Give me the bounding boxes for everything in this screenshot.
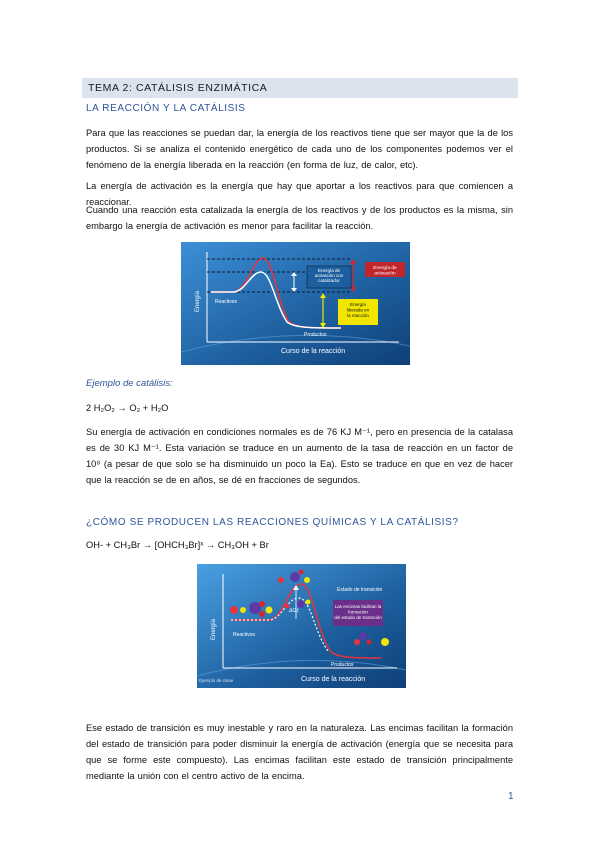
axis-y-label: Energía xyxy=(195,290,201,312)
topic-header xyxy=(82,78,518,98)
label-reactivos: Reactivos xyxy=(215,299,237,305)
label-estado-transicion: Estado de transición xyxy=(337,587,383,593)
energy-diagram-catalysis xyxy=(181,242,410,365)
topic-title: TEMA 2: CATÁLISIS ENZIMÁTICA xyxy=(88,82,268,94)
axis-x-label-2: Curso de la reacción xyxy=(301,676,366,683)
transition-state-diagram xyxy=(197,564,406,688)
label-ejemplo-clase: Ejemplo de clase xyxy=(199,678,234,683)
paragraph-energia-activacion: La energía de activación es la energía que hay que aportar a los reactivos para que comiencen a reaccionar. xyxy=(86,181,513,207)
paragraph-reaccion-catalizada: Cuando una reacción esta catalizada la energía de los reactivos y de los productos es la misma, sin embargo la energía de activación es menor para facilitar la reacción. xyxy=(86,205,513,231)
axis-x-label: Curso de la reacción xyxy=(281,348,346,355)
example-caption: Ejemplo de catálisis: xyxy=(86,378,173,389)
section-title-como-se-producen: ¿CÓMO SE PRODUCEN LAS REACCIONES QUÍMICAS Y LA CATÁLISIS? xyxy=(86,517,459,528)
label-activacion: Energía de activación xyxy=(373,266,397,277)
axis-y-label-2: Energía xyxy=(211,618,217,640)
label-productos: Productos xyxy=(304,332,327,338)
paragraph-estado-transicion: Ese estado de transición es muy inestable y raro en la naturaleza. Las encimas facilitan la formación del estado de transición para poder disminuir la energía de activación (energía que se necesita para que se forme este compuesto). Las encimas facilitan este estado de transición principalmente mediante la unión con el centro activo de la encima. xyxy=(86,723,513,781)
paragraph-catalasa: Su energía de activación en condiciones normales es de 76 KJ M⁻¹, pero en presencia de la catalasa es de 30 KJ M⁻¹. Esta variación se traduce en un aumento de la tasa de reacción en un factor de 10⁸ (a pesar de que solo se ha disminuido un poco la Ea). Esto se traduce en que en vez de hacer que la reacción se de en años, se dé en fracciones de segundos. xyxy=(86,427,513,485)
label-productos-2: Productos xyxy=(331,662,354,668)
label-delta-g: ΔG‡ xyxy=(289,608,300,614)
page-number: 1 xyxy=(508,791,514,802)
section-title-reaccion: LA REACCIÓN Y LA CATÁLISIS xyxy=(86,103,246,114)
label-reactivos-2: Reactivos xyxy=(233,632,255,638)
label-catalizador: Energía de activación con catalizador xyxy=(314,268,344,283)
paragraph-energia-reactivos: Para que las reacciones se puedan dar, la energía de los reactivos tiene que ser mayor que la de los productos. Si se analiza el contenido energético de cada uno de los componentes podemos ver el fenómeno de la energía liberada en la reacción (en forma de luz, de calor, etc). xyxy=(86,128,513,170)
label-enzimas: Las encimas facilitan la formación del estado de transición xyxy=(334,604,382,620)
equation-transition-state: OH- + CH₃Br → [OHCH₃Br]ˣ → CH₃OH + Br xyxy=(86,540,269,550)
equation-peroxide: 2 H₂O₂ → O₂ + H₂O xyxy=(86,403,169,413)
label-liberada: Energía liberada en la reacción xyxy=(346,302,370,318)
